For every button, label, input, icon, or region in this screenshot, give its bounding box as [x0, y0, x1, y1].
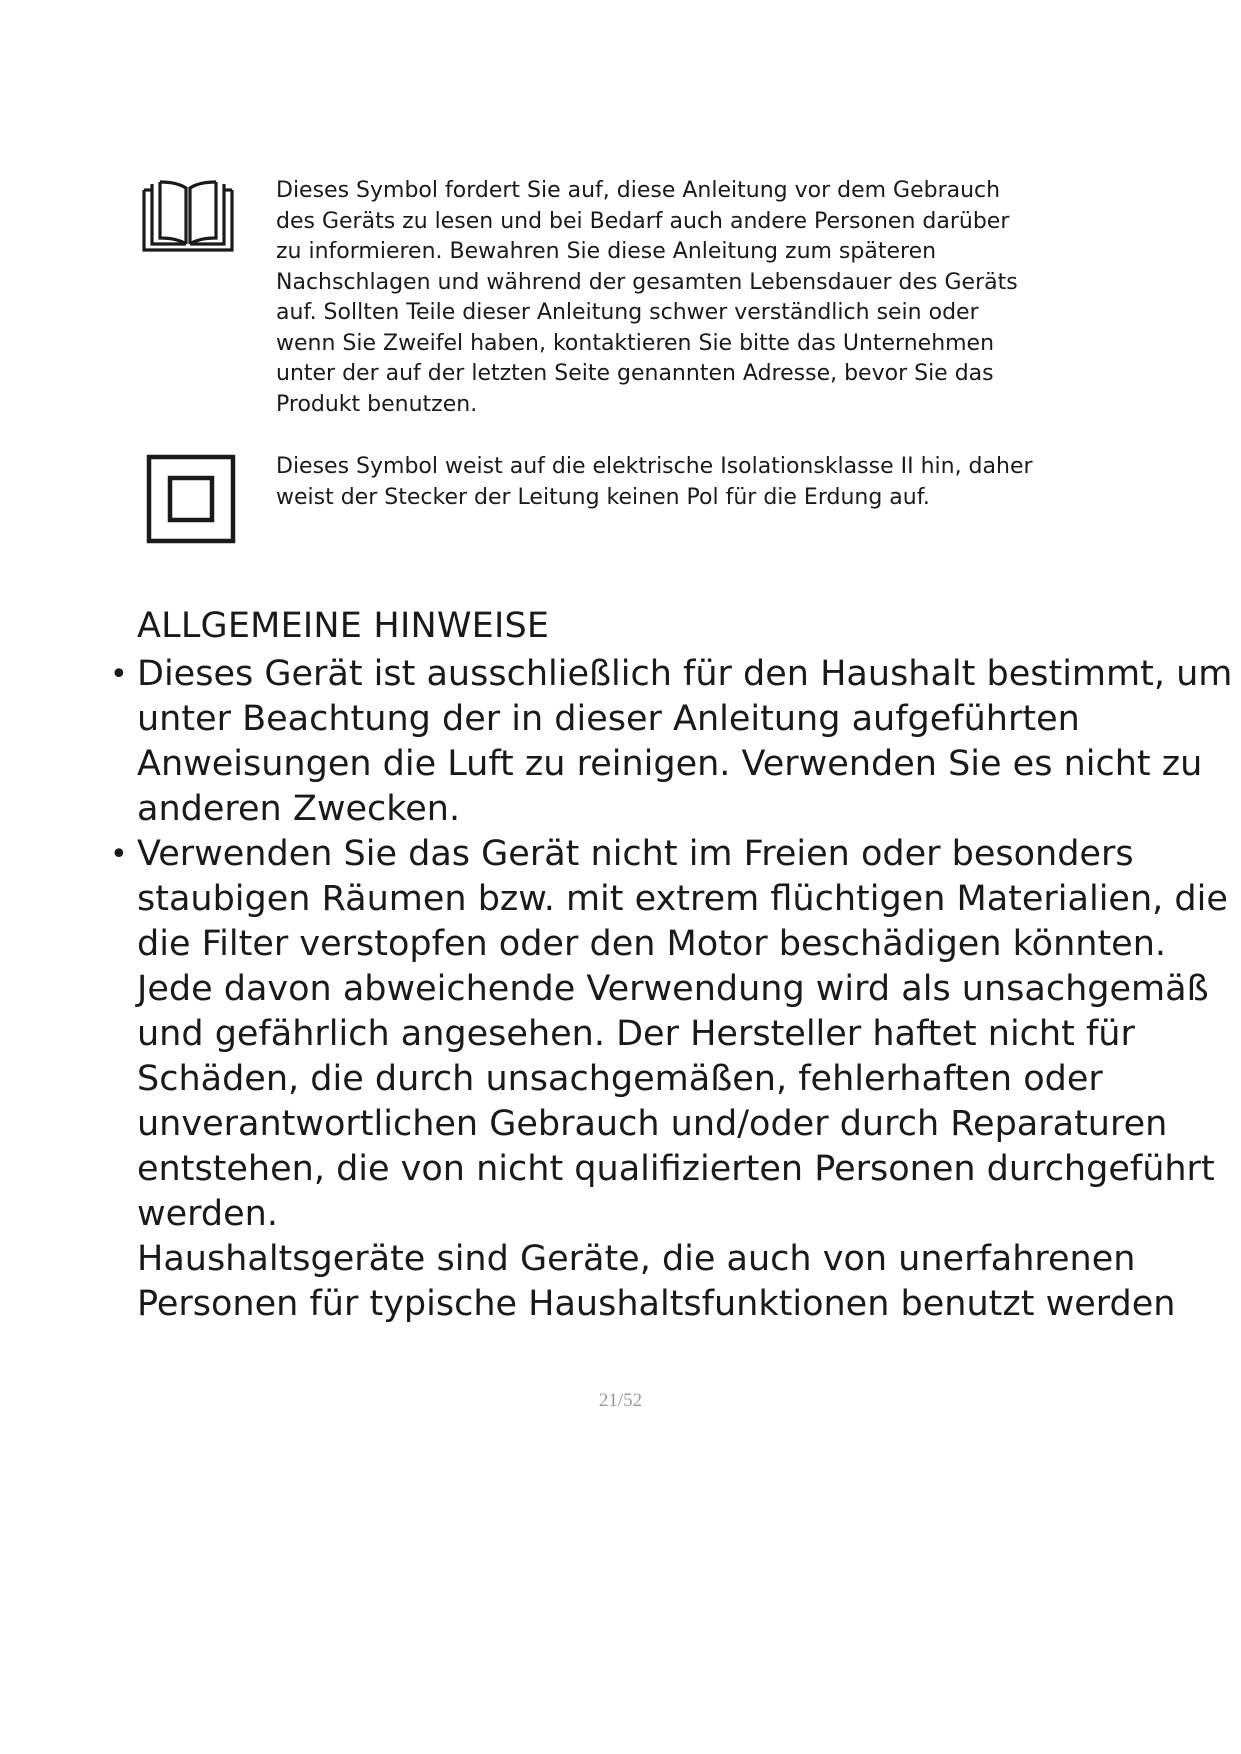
text-line: die Filter verstopfen oder den Motor beschädigen könnten.	[137, 924, 1167, 964]
book-manual-icon	[140, 178, 236, 258]
symbol-block-class-ii	[140, 450, 1200, 550]
text-line: unter der auf der letzten Seite genannten Adresse, bevor Sie das	[276, 361, 994, 386]
text-line: Dieses Symbol weist auf die elektrische Isolationsklasse II hin, daher	[276, 454, 1033, 479]
text-line: Dieses Gerät ist ausschließlich für den Haushalt bestimmt, um	[137, 654, 1233, 694]
text-line: Dieses Symbol fordert Sie auf, diese Anleitung vor dem Gebrauch	[276, 178, 1001, 203]
symbol-description	[276, 452, 1096, 513]
text-line: entstehen, die von nicht qualifizierten Personen durchgeführt	[137, 1149, 1215, 1189]
text-line: des Geräts zu lesen und bei Bedarf auch andere Personen darüber	[276, 208, 1010, 234]
text-line: staubigen Räumen bzw. mit extrem flüchtigen Materialien, die	[137, 879, 1228, 919]
bullet-icon: •	[110, 837, 128, 872]
text-line: unverantwortlichen Gebrauch und/oder durch Reparaturen	[137, 1104, 1168, 1144]
text-line: Produkt benutzen.	[276, 391, 478, 417]
symbol-description	[276, 176, 1096, 420]
text-line: zu informieren. Bewahren Sie diese Anleitung zum späteren	[276, 239, 937, 264]
general-notes	[110, 652, 1241, 1327]
text-line: werden.	[137, 1194, 278, 1234]
note-item	[110, 832, 1241, 1237]
text-line: Personen für typische Haushaltsfunktionen benutzt werden	[137, 1284, 1176, 1324]
text-line: Verwenden Sie das Gerät nicht im Freien oder besonders	[137, 834, 1134, 874]
text-line: Haushaltsgeräte sind Geräte, die auch von unerfahrenen	[137, 1239, 1136, 1279]
text-line: unter Beachtung der in dieser Anleitung aufgeführten	[137, 699, 1080, 739]
section-heading: ALLGEMEINE HINWEISE	[137, 606, 550, 646]
note-item	[137, 1237, 1241, 1327]
text-line: wenn Sie Zweifel haben, kontaktieren Sie bitte das Unternehmen	[276, 330, 995, 356]
symbol-block-manual	[140, 174, 1200, 417]
text-line: auf. Sollten Teile dieser Anleitung schwer verständlich sein oder	[276, 300, 979, 325]
bullet-icon: •	[110, 657, 128, 692]
text-line: anderen Zwecken.	[137, 789, 461, 829]
page-number: 21/52	[598, 1390, 643, 1411]
text-line: Jede davon abweichende Verwendung wird als unsachgemäß	[137, 969, 1209, 1009]
text-line: weist der Stecker der Leitung keinen Pol für die Erdung auf.	[276, 484, 930, 510]
text-line: und gefährlich angesehen. Der Hersteller haftet nicht für	[137, 1014, 1135, 1054]
double-square-class-ii-icon	[146, 454, 236, 548]
text-line: Nachschlagen und während der gesamten Lebensdauer des Geräts	[276, 269, 1018, 295]
note-item	[110, 652, 1241, 832]
text-line: Schäden, die durch unsachgemäßen, fehlerhaften oder	[137, 1059, 1103, 1099]
text-line: Anweisungen die Luft zu reinigen. Verwenden Sie es nicht zu	[137, 744, 1203, 784]
